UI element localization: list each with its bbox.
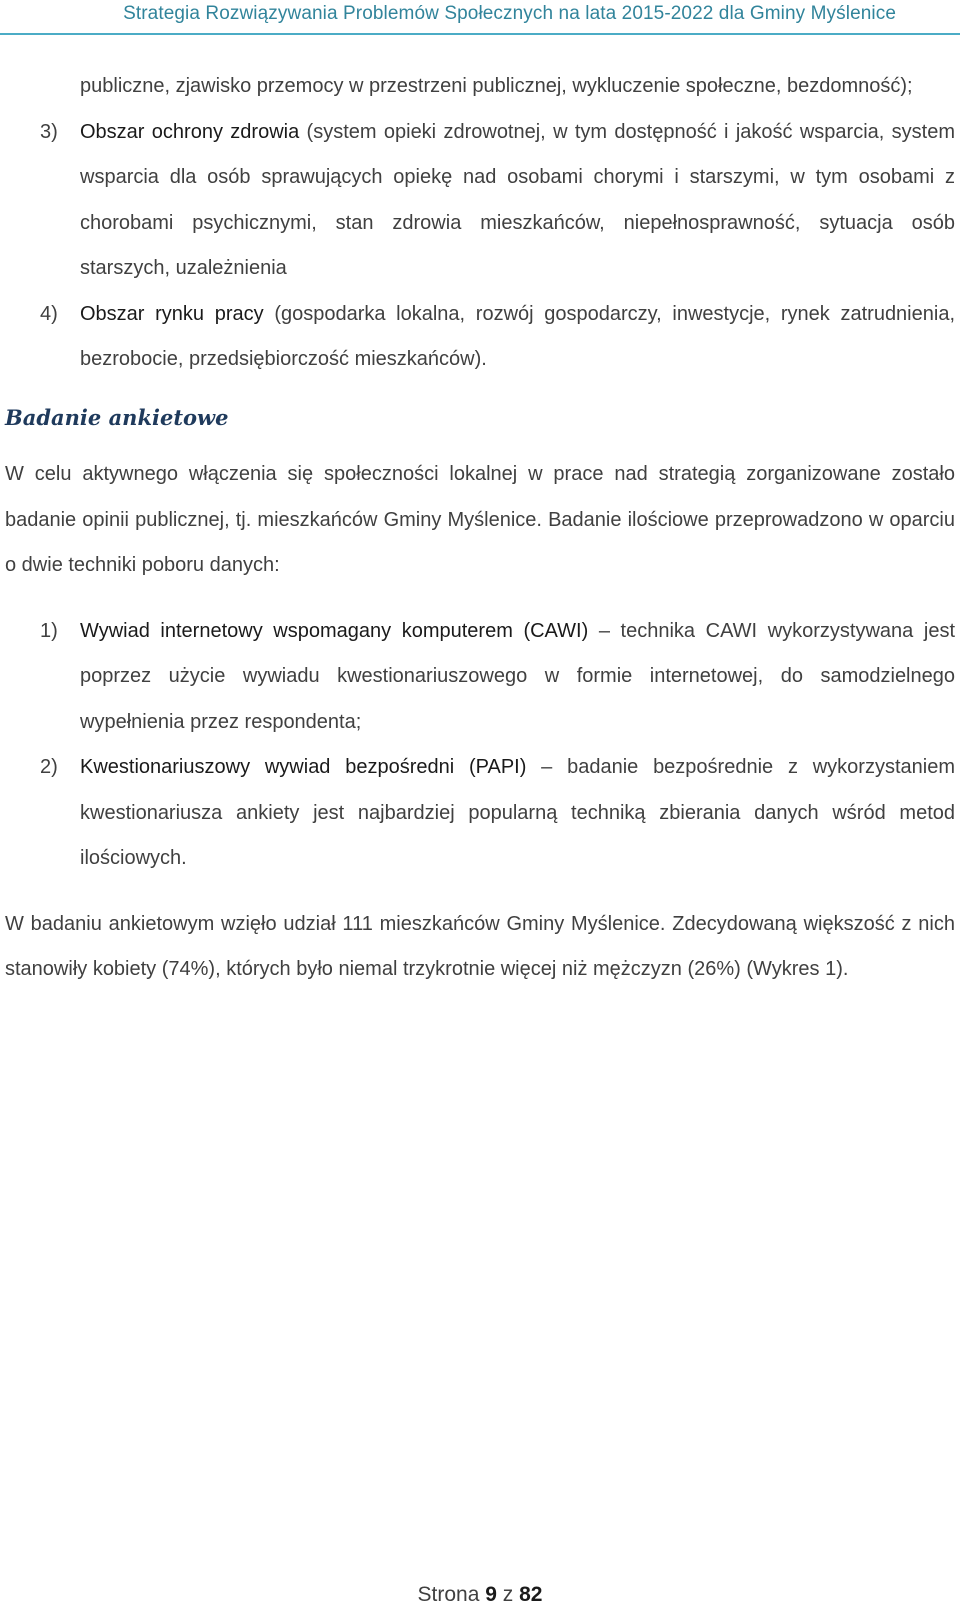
footer-separator: z xyxy=(496,1583,520,1606)
technique-name: Wywiad internetowy wspomagany komputerem (CAWI) xyxy=(80,619,589,642)
list-item-labour xyxy=(5,292,955,383)
summary-paragraph: W badaniu ankietowym wzięło udział 111 mieszkańców Gminy Myślenice. Zdecydowaną większość z nich stanowiły kobiety (74%), których było niemal trzykrotnie więcej niż mężczyzn (26%) (Wykres 1). xyxy=(5,912,955,980)
area-name: Obszar ochrony zdrowia xyxy=(80,120,300,143)
area-name: Obszar rynku pracy xyxy=(80,302,264,325)
page-header xyxy=(0,0,960,34)
intro-paragraph: W celu aktywnego włączenia się społeczności lokalnej w prace nad strategią zorganizowane zostało badanie opinii publicznej, tj. mieszkańców Gminy Myślenice. Badanie ilościowe przeprowadzono w oparciu o dwie techniki poboru danych: xyxy=(5,463,955,576)
section-heading: Badanie ankietowe xyxy=(5,404,229,430)
area-description: (gospodarka lokalna, rozwój gospodarczy, inwestycje, rynek zatrudnienia, bezrobocie, przedsiębiorczość mieszkańców). xyxy=(80,302,955,370)
footer-prefix: Strona xyxy=(417,1583,486,1606)
area-description: (system opieki zdrowotnej, w tym dostępność i jakość wsparcia, system wsparcia dla osób sprawujących opiekę nad osobami chorymi i starszymi, w tym osobami z chorobami psychicznymi, stan zdrowia mieszkańców, niepełnosprawność, sytuacja osób starszych, uzależnienia xyxy=(80,120,955,279)
list-number: 2) xyxy=(40,756,58,778)
list-number: 3) xyxy=(40,120,58,143)
continuation-paragraph: publiczne, zjawisko przemocy w przestrzeni publicznej, wykluczenie społeczne, bezdomność); xyxy=(80,75,913,97)
page-footer xyxy=(0,1583,960,1607)
header-divider xyxy=(0,33,960,35)
technique-description: – badanie bezpośrednie z wykorzystaniem kwestionariusza ankiety jest najbardziej popularną techniką zbierania danych wśród metod ilościowych. xyxy=(80,756,955,869)
list-number: 1) xyxy=(40,619,58,642)
list-item-cawi xyxy=(5,609,955,746)
page-total: 82 xyxy=(519,1583,543,1606)
list-item-papi xyxy=(5,745,955,882)
page-content xyxy=(5,64,955,993)
list-item-health xyxy=(5,110,955,292)
technique-name: Kwestionariuszowy wywiad bezpośredni (PAPI) xyxy=(80,756,527,778)
list-number: 4) xyxy=(40,302,58,325)
technique-description: – technika CAWI wykorzystywana jest poprzez użycie wywiadu kwestionariuszowego w formie internetowej, do samodzielnego wypełnienia przez respondenta; xyxy=(80,619,955,733)
document-title: Strategia Rozwiązywania Problemów Społecznych na lata 2015-2022 dla Gminy Myślenice xyxy=(123,3,896,24)
page-number: 9 xyxy=(485,1583,497,1606)
